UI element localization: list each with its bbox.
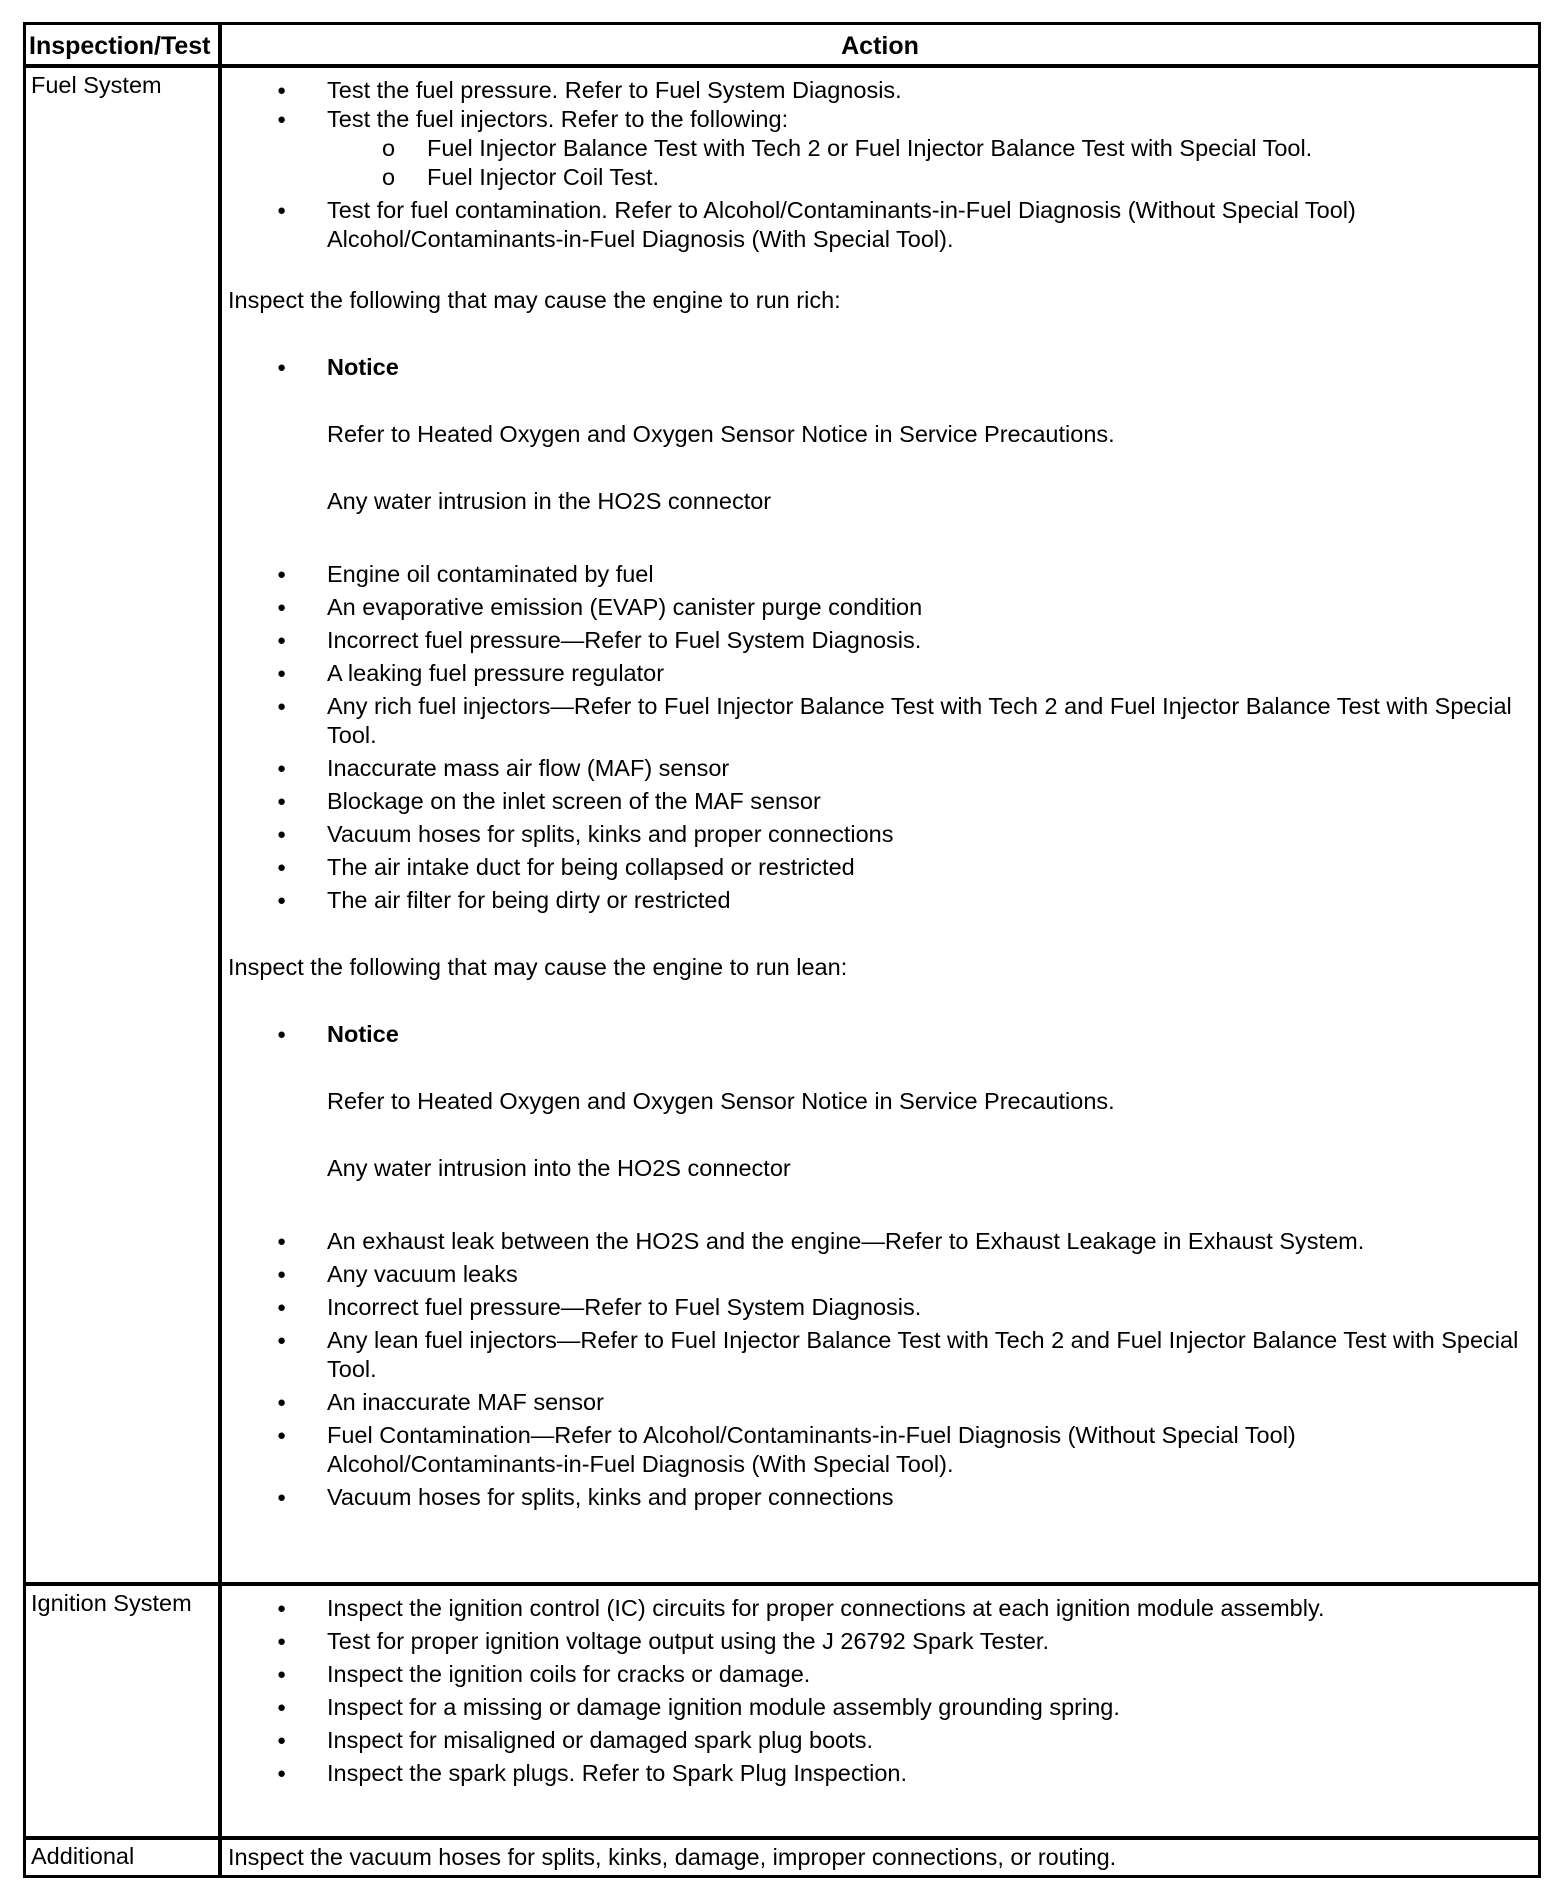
header-inspection-test: Inspection/Test bbox=[29, 32, 211, 60]
list-item: ● Fuel Contamination—Refer to Alcohol/Contaminants-in-Fuel Diagnosis (Without Special Tool) Alcohol/Contaminants-in-Fuel Diagnosis (With Special Tool). bbox=[228, 1421, 1536, 1479]
list-item: ● Inspect the ignition coils for cracks or damage. bbox=[228, 1660, 1536, 1689]
list-item: ● Vacuum hoses for splits, kinks and proper connections bbox=[228, 1483, 1536, 1512]
list-item: ● Any lean fuel injectors—Refer to Fuel Injector Balance Test with Tech 2 and Fuel Injector Balance Test with Special Tool. bbox=[228, 1326, 1536, 1384]
header-action: Action bbox=[841, 32, 919, 60]
list-item: ● Test for proper ignition voltage output using the J 26792 Spark Tester. bbox=[228, 1627, 1536, 1656]
list-item: ● Inspect for misaligned or damaged spark plug boots. bbox=[228, 1726, 1536, 1755]
notice-item: Any water intrusion into the HO2S connector bbox=[327, 1155, 791, 1181]
injector-tests-list bbox=[327, 134, 1536, 192]
list-item: ● Inspect the ignition control (IC) circuits for proper connections at each ignition module assembly. bbox=[228, 1594, 1536, 1623]
list-item: ● Engine oil contaminated by fuel bbox=[228, 560, 1536, 589]
lean-intro: Inspect the following that may cause the engine to run lean: bbox=[228, 954, 848, 980]
lean-notice bbox=[228, 1020, 1536, 1049]
list-item: ● Any vacuum leaks bbox=[228, 1260, 1536, 1289]
list-item: ● A leaking fuel pressure regulator bbox=[228, 659, 1536, 688]
row-label-fuel-system: Fuel System bbox=[31, 72, 162, 98]
list-item: ● Inspect for a missing or damage ignition module assembly grounding spring. bbox=[228, 1693, 1536, 1722]
row-label-ignition-system: Ignition System bbox=[31, 1590, 192, 1616]
notice-item: Any water intrusion in the HO2S connector bbox=[327, 488, 772, 514]
list-item: ● The air filter for being dirty or restricted bbox=[228, 886, 1536, 915]
list-item: ● Any rich fuel injectors—Refer to Fuel Injector Balance Test with Tech 2 and Fuel Injector Balance Test with Special Tool. bbox=[228, 692, 1536, 750]
list-item: ● Inaccurate mass air flow (MAF) sensor bbox=[228, 754, 1536, 783]
row-divider-additional bbox=[23, 1836, 1541, 1840]
ignition-system-actions bbox=[228, 1594, 1536, 1788]
row-divider-ignition bbox=[23, 1582, 1541, 1586]
rich-items-list bbox=[228, 560, 1536, 915]
column-divider bbox=[218, 22, 222, 1878]
list-item: o Fuel Injector Coil Test. bbox=[327, 163, 1536, 192]
list-item: ● Vacuum hoses for splits, kinks and proper connections bbox=[228, 820, 1536, 849]
rich-notice bbox=[228, 353, 1536, 382]
list-item: o Fuel Injector Balance Test with Tech 2 or Fuel Injector Balance Test with Special Tool. bbox=[327, 134, 1536, 163]
list-item: ● Inspect the spark plugs. Refer to Spark Plug Inspection. bbox=[228, 1759, 1536, 1788]
list-item: ● An evaporative emission (EVAP) canister purge condition bbox=[228, 593, 1536, 622]
lean-items-list bbox=[228, 1227, 1536, 1512]
notice-title: Notice bbox=[327, 1021, 399, 1047]
notice-title: Notice bbox=[327, 354, 399, 380]
notice-text: Refer to Heated Oxygen and Oxygen Sensor Notice in Service Precautions. bbox=[327, 1088, 1115, 1114]
fuel-tests-list bbox=[228, 76, 1536, 254]
list-item bbox=[228, 1020, 1536, 1049]
ignition-items-list bbox=[228, 1594, 1536, 1788]
row-label-additional: Additional bbox=[31, 1843, 135, 1869]
list-item: ● Test the fuel pressure. Refer to Fuel System Diagnosis. bbox=[228, 76, 1536, 105]
fuel-system-actions bbox=[228, 76, 1536, 1512]
list-item: ● Incorrect fuel pressure—Refer to Fuel System Diagnosis. bbox=[228, 1293, 1536, 1322]
additional-action: Inspect the vacuum hoses for splits, kinks, damage, improper connections, or routing. bbox=[228, 1844, 1117, 1870]
list-item: ● Test the fuel injectors. Refer to the following: o Fuel Injector Balance Test with Tech 2 or Fuel Injector Balance Test with Special Tool. o Fuel Injector Coil Test. bbox=[228, 105, 1536, 192]
list-item: ● Incorrect fuel pressure—Refer to Fuel System Diagnosis. bbox=[228, 626, 1536, 655]
list-item: ● An exhaust leak between the HO2S and the engine—Refer to Exhaust Leakage in Exhaust System. bbox=[228, 1227, 1536, 1256]
rich-intro: Inspect the following that may cause the engine to run rich: bbox=[228, 287, 841, 313]
list-item bbox=[228, 353, 1536, 382]
list-item: ● Blockage on the inlet screen of the MAF sensor bbox=[228, 787, 1536, 816]
list-item: ● The air intake duct for being collapsed or restricted bbox=[228, 853, 1536, 882]
notice-text: Refer to Heated Oxygen and Oxygen Sensor Notice in Service Precautions. bbox=[327, 421, 1115, 447]
list-item: ● An inaccurate MAF sensor bbox=[228, 1388, 1536, 1417]
list-item: ● Test for fuel contamination. Refer to Alcohol/Contaminants-in-Fuel Diagnosis (Without Special Tool) Alcohol/Contaminants-in-Fuel Diagnosis (With Special Tool). bbox=[228, 196, 1536, 254]
